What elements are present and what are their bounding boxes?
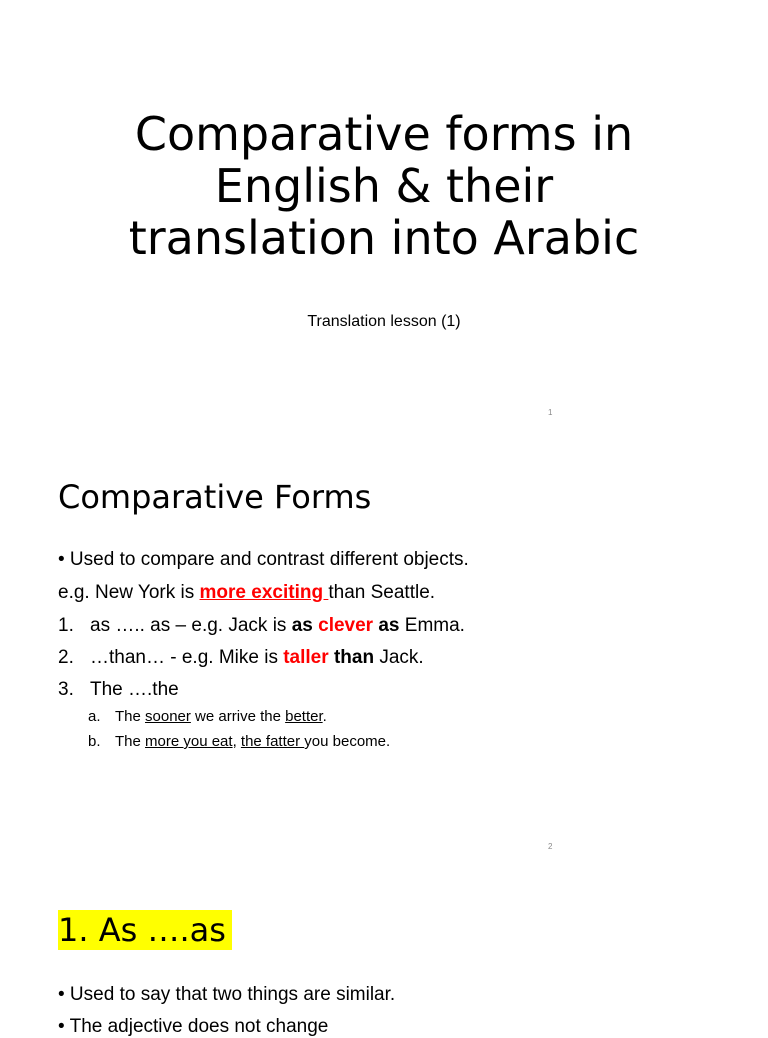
slide-1 [0,0,768,434]
slide-subtitle: Translation lesson (1) [307,313,461,330]
bullet-line: • Used to compare and contrast different objects. [58,549,469,570]
page-number: 2 [548,842,553,851]
sub-number: a. [88,708,101,725]
list-number: 2. [58,647,74,668]
item-text: The ….the [90,679,179,700]
item-text: as ….. as – e.g. Jack is [90,615,292,636]
title-line-1: Comparative forms in [134,107,634,161]
title-line-3: translation into Arabic [128,211,640,265]
sub-text: we arrive the [190,708,286,725]
example-prefix: e.g. New York is [58,582,200,603]
page-number: 1 [548,408,553,417]
item-text: Emma. [399,615,465,636]
list-number: 3. [58,679,74,700]
example-suffix: than Seattle. [328,582,436,603]
title-line-2: English & their [214,159,554,213]
item-red: taller [283,647,329,668]
item-bold: than [333,647,375,668]
sub-text: The [115,733,146,750]
list-number: 1. [58,615,74,636]
item-text: …than… - e.g. Mike is [90,647,284,668]
list-item-2 [58,647,424,669]
list-item-1 [58,615,465,637]
item-red: clever [318,615,374,636]
list-item-3 [58,679,179,701]
sub-underline: better [285,708,323,725]
example-line [58,582,435,604]
sub-text: , [232,733,241,750]
slide-title [64,108,704,264]
sub-text: you become. [304,733,391,750]
item-text: Jack. [374,647,424,668]
slide-heading: Comparative Forms [58,478,372,516]
bullet-line-1: • Used to say that two things are similar. [58,984,396,1005]
sub-number: b. [88,733,101,750]
item-bold: as [291,615,313,636]
bullet-line-2: • The adjective does not change [58,1016,329,1037]
sub-item-a [88,708,327,725]
sub-text: The [115,708,146,725]
sub-text: . [322,708,327,725]
example-highlight: more exciting [199,582,329,603]
sub-underline: more you eat [145,733,233,750]
slide-heading: 1. As ….as [58,910,232,950]
item-bold: as [378,615,400,636]
sub-underline: sooner [145,708,191,725]
sub-underline: the fatter [240,733,305,750]
slide-2 [0,434,768,868]
slide-3 [0,868,768,1037]
sub-item-b [88,733,390,750]
